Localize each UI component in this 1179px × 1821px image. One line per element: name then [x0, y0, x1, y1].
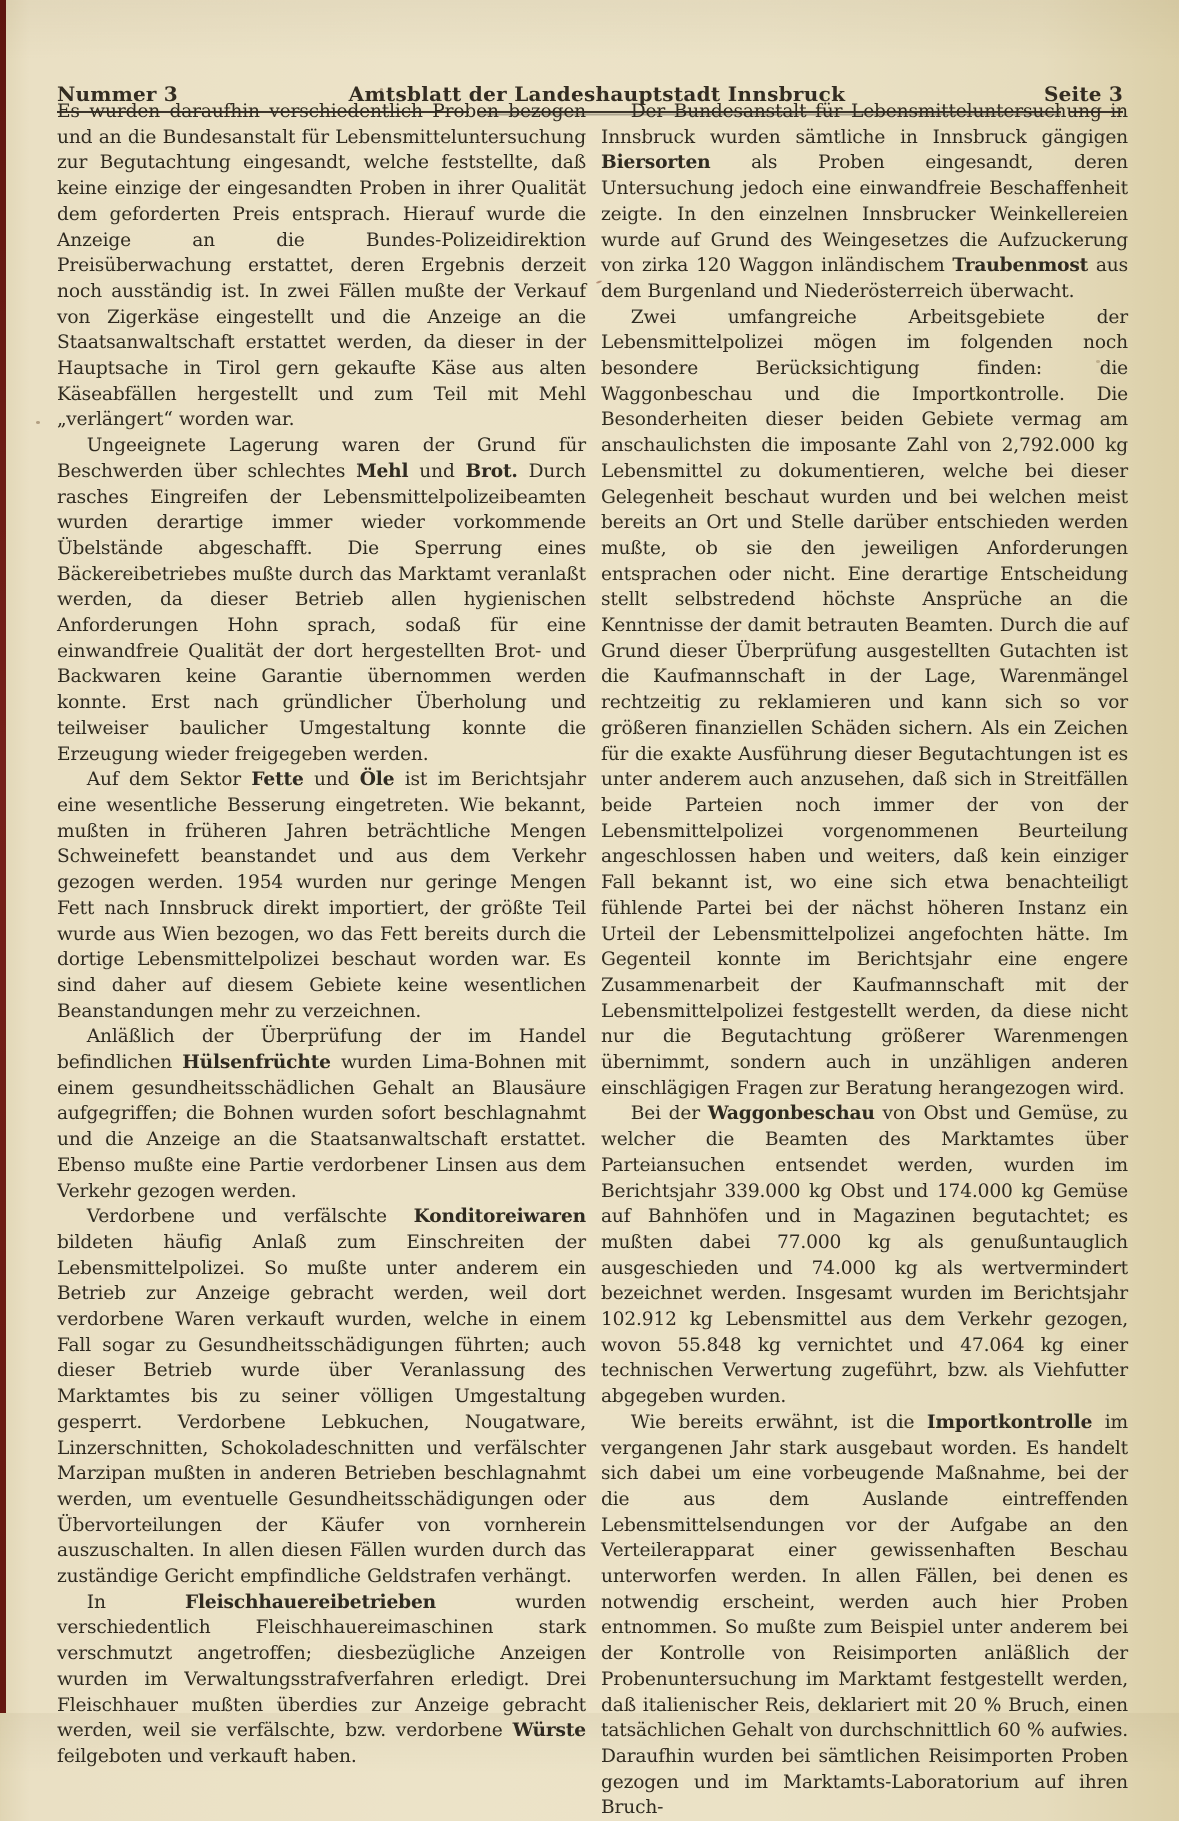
left-column — [57, 99, 586, 1821]
body-text: Der Bundesanstalt für Lebensmitteluntersuchung in Innsbruck wurden sämtliche in Innsbruck gängigen — [601, 101, 1128, 148]
paragraph — [601, 1101, 1128, 1409]
body-text: Verdorbene und verfälschte — [86, 1206, 414, 1228]
body-text: Auf dem Sektor — [86, 769, 252, 791]
keyword-bold: Biersorten — [601, 152, 711, 174]
body-text: und — [303, 769, 360, 791]
body-text: ist im Berichtsjahr eine wesentliche Besserung eingetreten. Wie bekannt, mußten in früheren Jahren beträchtliche Mengen Schweinefett beanstandet und aus dem Verkehr gezogen werden. 1954 wurden nur geringe Mengen Fett nach Innsbruck direkt importiert, der größte Teil wurde aus Wien bezogen, wo das Fett bereits durch die dortige Lebensmittelpolizei beschaut worden war. Es sind daher auf diesem Gebiete keine wesentlichen Beanstandungen mehr zu verzeichnen. — [57, 769, 586, 1022]
keyword-bold: Fette — [251, 769, 304, 791]
body-text: als Proben eingesandt, deren Untersuchung jedoch eine einwandfreie Beschaffenheit zeigte. In den einzelnen Innsbrucker Weinkellereien wurde auf Grund des Weingesetzes die Aufzuckerung von zirka 120 Waggon inländischem — [601, 152, 1128, 277]
body-text: wurden verschiedentlich Fleischhauereimaschinen stark verschmutzt angetroffen; diesbezügliche Anzeigen wurden im Verwaltungsstrafverfahren erledigt. Drei Fleischhauer mußten überdies zur Anzeige gebracht werden, weil sie verfälschte, bzw. verdorbene — [57, 1591, 586, 1742]
keyword-bold: Würste — [512, 1720, 586, 1742]
page-number: Seite 3 — [1043, 82, 1123, 106]
keyword-bold: Waggonbeschau — [707, 1103, 875, 1125]
keyword-bold: Konditoreiwaren — [413, 1206, 586, 1228]
keyword-bold: Hülsenfrüchte — [182, 1052, 331, 1074]
paragraph — [601, 305, 1128, 1102]
body-text: Bei der — [630, 1103, 708, 1125]
body-text: feilgeboten und verkauft haben. — [57, 1746, 357, 1767]
body-text: In — [86, 1591, 185, 1613]
body-text: Zwei umfangreiche Arbeitsgebiete der Lebensmittelpolizei mögen im folgenden noch besondere Berücksichtigung finden: die Waggonbeschau und die Importkontrolle. Die Besonderheiten dieser beiden Gebiete vermag am anschaulichsten die imposante Zahl von 2,792.000 kg Lebensmittel zu dokumentieren, welche bei dieser Gelegenheit beschaut wurden und bei welchen meist bereits an Ort und Stelle darüber entschieden werden mußte, ob sie den jeweiligen Anforderungen entsprachen oder nicht. Eine derartige Entscheidung stellt selbstredend höchste Ansprüche an die Kenntnisse der damit betrauten Beamten. Durch die auf Grund dieser Überprüfung ausgestellten Gutachten ist die Kaufmannschaft in der Lage, Warenmängel rechtzeitig zu reklamieren und kann sich so vor größeren finanziellen Schäden sichern. Als ein Zeichen für die exakte Ausführung dieser Begutachtungen ist es unter anderem auch anzusehen, daß sich in Streitfällen beide Parteien noch immer der von der Lebensmittelpolizei vorgenommenen Beurteilung angeschlossen haben und weiters, daß kein einziger Fall bekannt ist, wo eine sich etwa benachteiligt fühlende Partei bei der nächst höheren Instanz ein Urteil der Lebensmittelpolizei angefochten hätte. Im Gegenteil konnte im Berichtsjahr eine engere Zusammenarbeit der Kaufmannschaft mit der Lebensmittelpolizei festgestellt werden, da diese nicht nur die Begutachtung größerer Warenmengen übernimmt, sondern auch in unzähligen anderen einschlägigen Fragen zur Beratung herangezogen wird. — [601, 306, 1128, 1099]
body-text: Durch rasches Eingreifen der Lebensmittelpolizeibeamten wurden derartige immer wieder vorkommende Übelstände abgeschafft. Die Sperrung eines Bäckereibetriebes mußte durch das Marktamt veranlaßt werden, da dieser Betrieb allen hygienischen Anforderungen Hohn sprach, sodaß für eine einwandfreie Qualität der dort hergestellten Brot- und Backwaren keine Garantie übernommen werden konnte. Erst nach gründlicher Überholung und teilweiser baulicher Umgestaltung konnte die Erzeugung wieder freigegeben werden. — [57, 460, 586, 765]
paragraph — [57, 767, 586, 1024]
keyword-bold: Importkontrolle — [926, 1411, 1093, 1433]
body-text: von Obst und Gemüse, zu welcher die Beamten des Marktamtes über Parteiansuchen entsendet werden, wurden im Berichtsjahr 339.000 kg Obst und 174.000 kg Gemüse auf Bahnhöfen und in Magazinen begutachtet; es mußten dabei 77.000 kg als genußuntauglich ausgeschieden und 74.000 kg als wertvermindert bezeichnet werden. Insgesamt wurden im Berichtsjahr 102.912 kg Lebensmittel aus dem Verkehr gezogen, wovon 55.848 kg vernichtet und 47.064 kg einer technischen Verwertung zugeführt, bzw. als Viehfutter abgegeben wurden. — [601, 1103, 1128, 1408]
keyword-bold: Öle — [359, 769, 395, 791]
body-text: im vergangenen Jahr stark ausgebaut worden. Es handelt sich dabei um eine vorbeugende Maßnahme, bei der die aus dem Auslande eintreffenden Lebensmittelsendungen vor der Aufgabe an den Verteilerapparat einer gewissenhaften Beschau unterworfen werden. In allen Fällen, bei denen es notwendig erscheint, werden auch hier Proben entnommen. So mußte zum Beispiel unter anderem bei der Kontrolle von Reisimporten anläßlich der Probenuntersuchung im Marktamt festgestellt werden, daß italienischer Reis, deklariert mit 20 % Bruch, einen tatsächlichen Gehalt von durchschnittlich 60 % aufwies. Daraufhin wurden bei sämtlichen Reisimporten Proben gezogen und im Marktamts-Laboratorium auf ihren Bruch- — [601, 1411, 1128, 1819]
paragraph — [57, 99, 586, 433]
paragraph — [57, 1590, 586, 1770]
body-text: wurden Lima-Bohnen mit einem gesundheitsschädlichen Gehalt an Blausäure aufgegriffen; die Bohnen wurden sofort beschlagnahmt und die Anzeige an die Staatsanwaltschaft erstattet. Ebenso mußte eine Partie verdorbener Linsen aus dem Verkehr gezogen werden. — [57, 1052, 586, 1202]
keyword-bold: Mehl — [356, 460, 409, 482]
paper-speck — [380, 88, 383, 91]
keyword-bold: Brot. — [465, 460, 518, 482]
paper-speck — [1096, 360, 1100, 363]
book-spine-edge — [0, 0, 6, 1713]
body-text: und — [408, 460, 466, 482]
body-text: Ungeeignete Lagerung waren der Grund für Beschwerden über schlechtes — [57, 435, 586, 482]
keyword-bold: Traubenmost — [952, 255, 1089, 277]
body-text: bildeten häufig Anlaß zum Einschreiten der Lebensmittelpolizei. So mußte unter anderem ein Betrieb zur Anzeige gebracht werden, weil dort verdorbene Waren verkauft wurden, welche in einem Fall sogar zu Gesundheitsschädigungen führten; auch dieser Betrieb wurde über Veranlassung des Marktamtes bis zu seiner völligen Umgestaltung gesperrt. Verdorbene Lebkuchen, Nougatware, Linzerschnitten, Schokoladeschnitten und verfälschter Marzipan mußten in anderen Betrieben beschlagnahmt werden, um eventuelle Gesundheitsschädigungen oder Übervorteilungen der Käufer von vornherein auszuschalten. In allen diesen Fällen wurden durch das zuständige Gericht empfindliche Geldstrafen verhängt. — [57, 1231, 586, 1588]
right-column — [601, 99, 1128, 1821]
paragraph — [57, 1024, 586, 1204]
body-text: aus dem Burgenland und Niederösterreich überwacht. — [601, 255, 1129, 302]
body-text: Es wurden daraufhin verschiedentlich Proben bezogen und an die Bundesanstalt für Lebensmitteluntersuchung zur Begutachtung eingesandt, welche feststellte, daß keine einzige der eingesandten Proben in ihrer Qualität dem geforderten Preis entsprach. Hierauf wurde die Anzeige an die Bundes-Polizeidirektion Preisüberwachung erstattet, deren Ergebnis derzeit noch ausständig ist. In zwei Fällen mußte der Verkauf von Zigerkäse eingestellt und die Anzeige an die Staatsanwaltschaft erstattet werden, da dieser in der Hauptsache in Tirol gern gekaufte Käse aus alten Käseabfällen hergestellt und zum Teil mit Mehl „verlängert“ worden war. — [57, 101, 586, 431]
keyword-bold: Fleischhauereibetrieben — [184, 1591, 437, 1613]
paragraph — [57, 1204, 586, 1590]
issue-number: Nummer 3 — [57, 82, 178, 106]
article-body — [57, 99, 1128, 1821]
paragraph — [601, 1410, 1128, 1821]
body-text: Wie bereits erwähnt, ist die — [630, 1411, 927, 1433]
paper-speck — [36, 421, 40, 424]
paragraph — [57, 433, 586, 767]
paragraph — [601, 99, 1128, 305]
page-title: Amtsblatt der Landeshauptstadt Innsbruck — [348, 82, 846, 106]
body-text: Anläßlich der Überprüfung der im Handel befindlichen — [57, 1026, 586, 1074]
